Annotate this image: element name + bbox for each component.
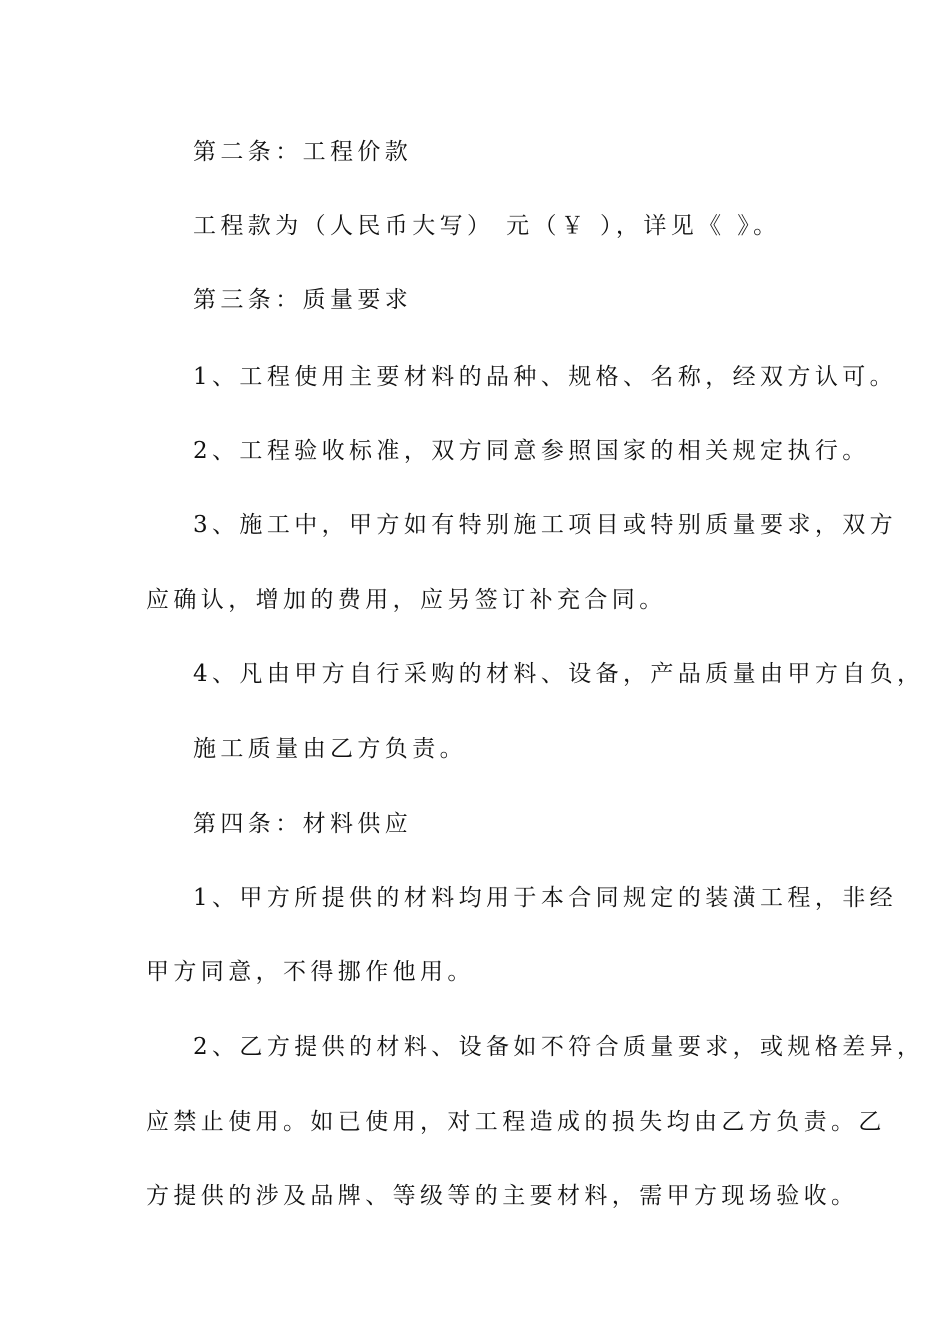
paragraph-project-price: 工程款为（人民币大写） 元（￥ ），详见《 》。 xyxy=(193,213,781,239)
paragraph-material-1-line-2: 甲方同意，不得挪作他用。 xyxy=(146,959,475,985)
article-2-heading: 第二条：工程价款 xyxy=(193,139,413,165)
paragraph-quality-1: 1、工程使用主要材料的品种、规格、名称，经双方认可。 xyxy=(193,364,898,390)
paragraph-quality-4-line-2: 施工质量由乙方负责。 xyxy=(193,736,467,762)
paragraph-quality-4-line-1: 4、凡由甲方自行采购的材料、设备，产品质量由甲方自负， xyxy=(193,661,925,687)
paragraph-material-1-line-1: 1、甲方所提供的材料均用于本合同规定的装潢工程，非经 xyxy=(193,885,898,911)
article-4-heading: 第四条：材料供应 xyxy=(193,811,413,837)
paragraph-quality-3-line-2: 应确认，增加的费用，应另签订补充合同。 xyxy=(146,587,667,613)
paragraph-material-2-line-1: 2、乙方提供的材料、设备如不符合质量要求，或规格差异， xyxy=(193,1034,925,1060)
paragraph-material-2-line-3: 方提供的涉及品牌、等级等的主要材料，需甲方现场验收。 xyxy=(146,1183,859,1209)
article-3-heading: 第三条：质量要求 xyxy=(193,287,413,313)
paragraph-quality-3-line-1: 3、施工中，甲方如有特别施工项目或特别质量要求，双方 xyxy=(193,512,898,538)
paragraph-quality-2: 2、工程验收标准，双方同意参照国家的相关规定执行。 xyxy=(193,438,870,464)
paragraph-material-2-line-2: 应禁止使用。如已使用，对工程造成的损失均由乙方负责。乙 xyxy=(146,1109,886,1135)
